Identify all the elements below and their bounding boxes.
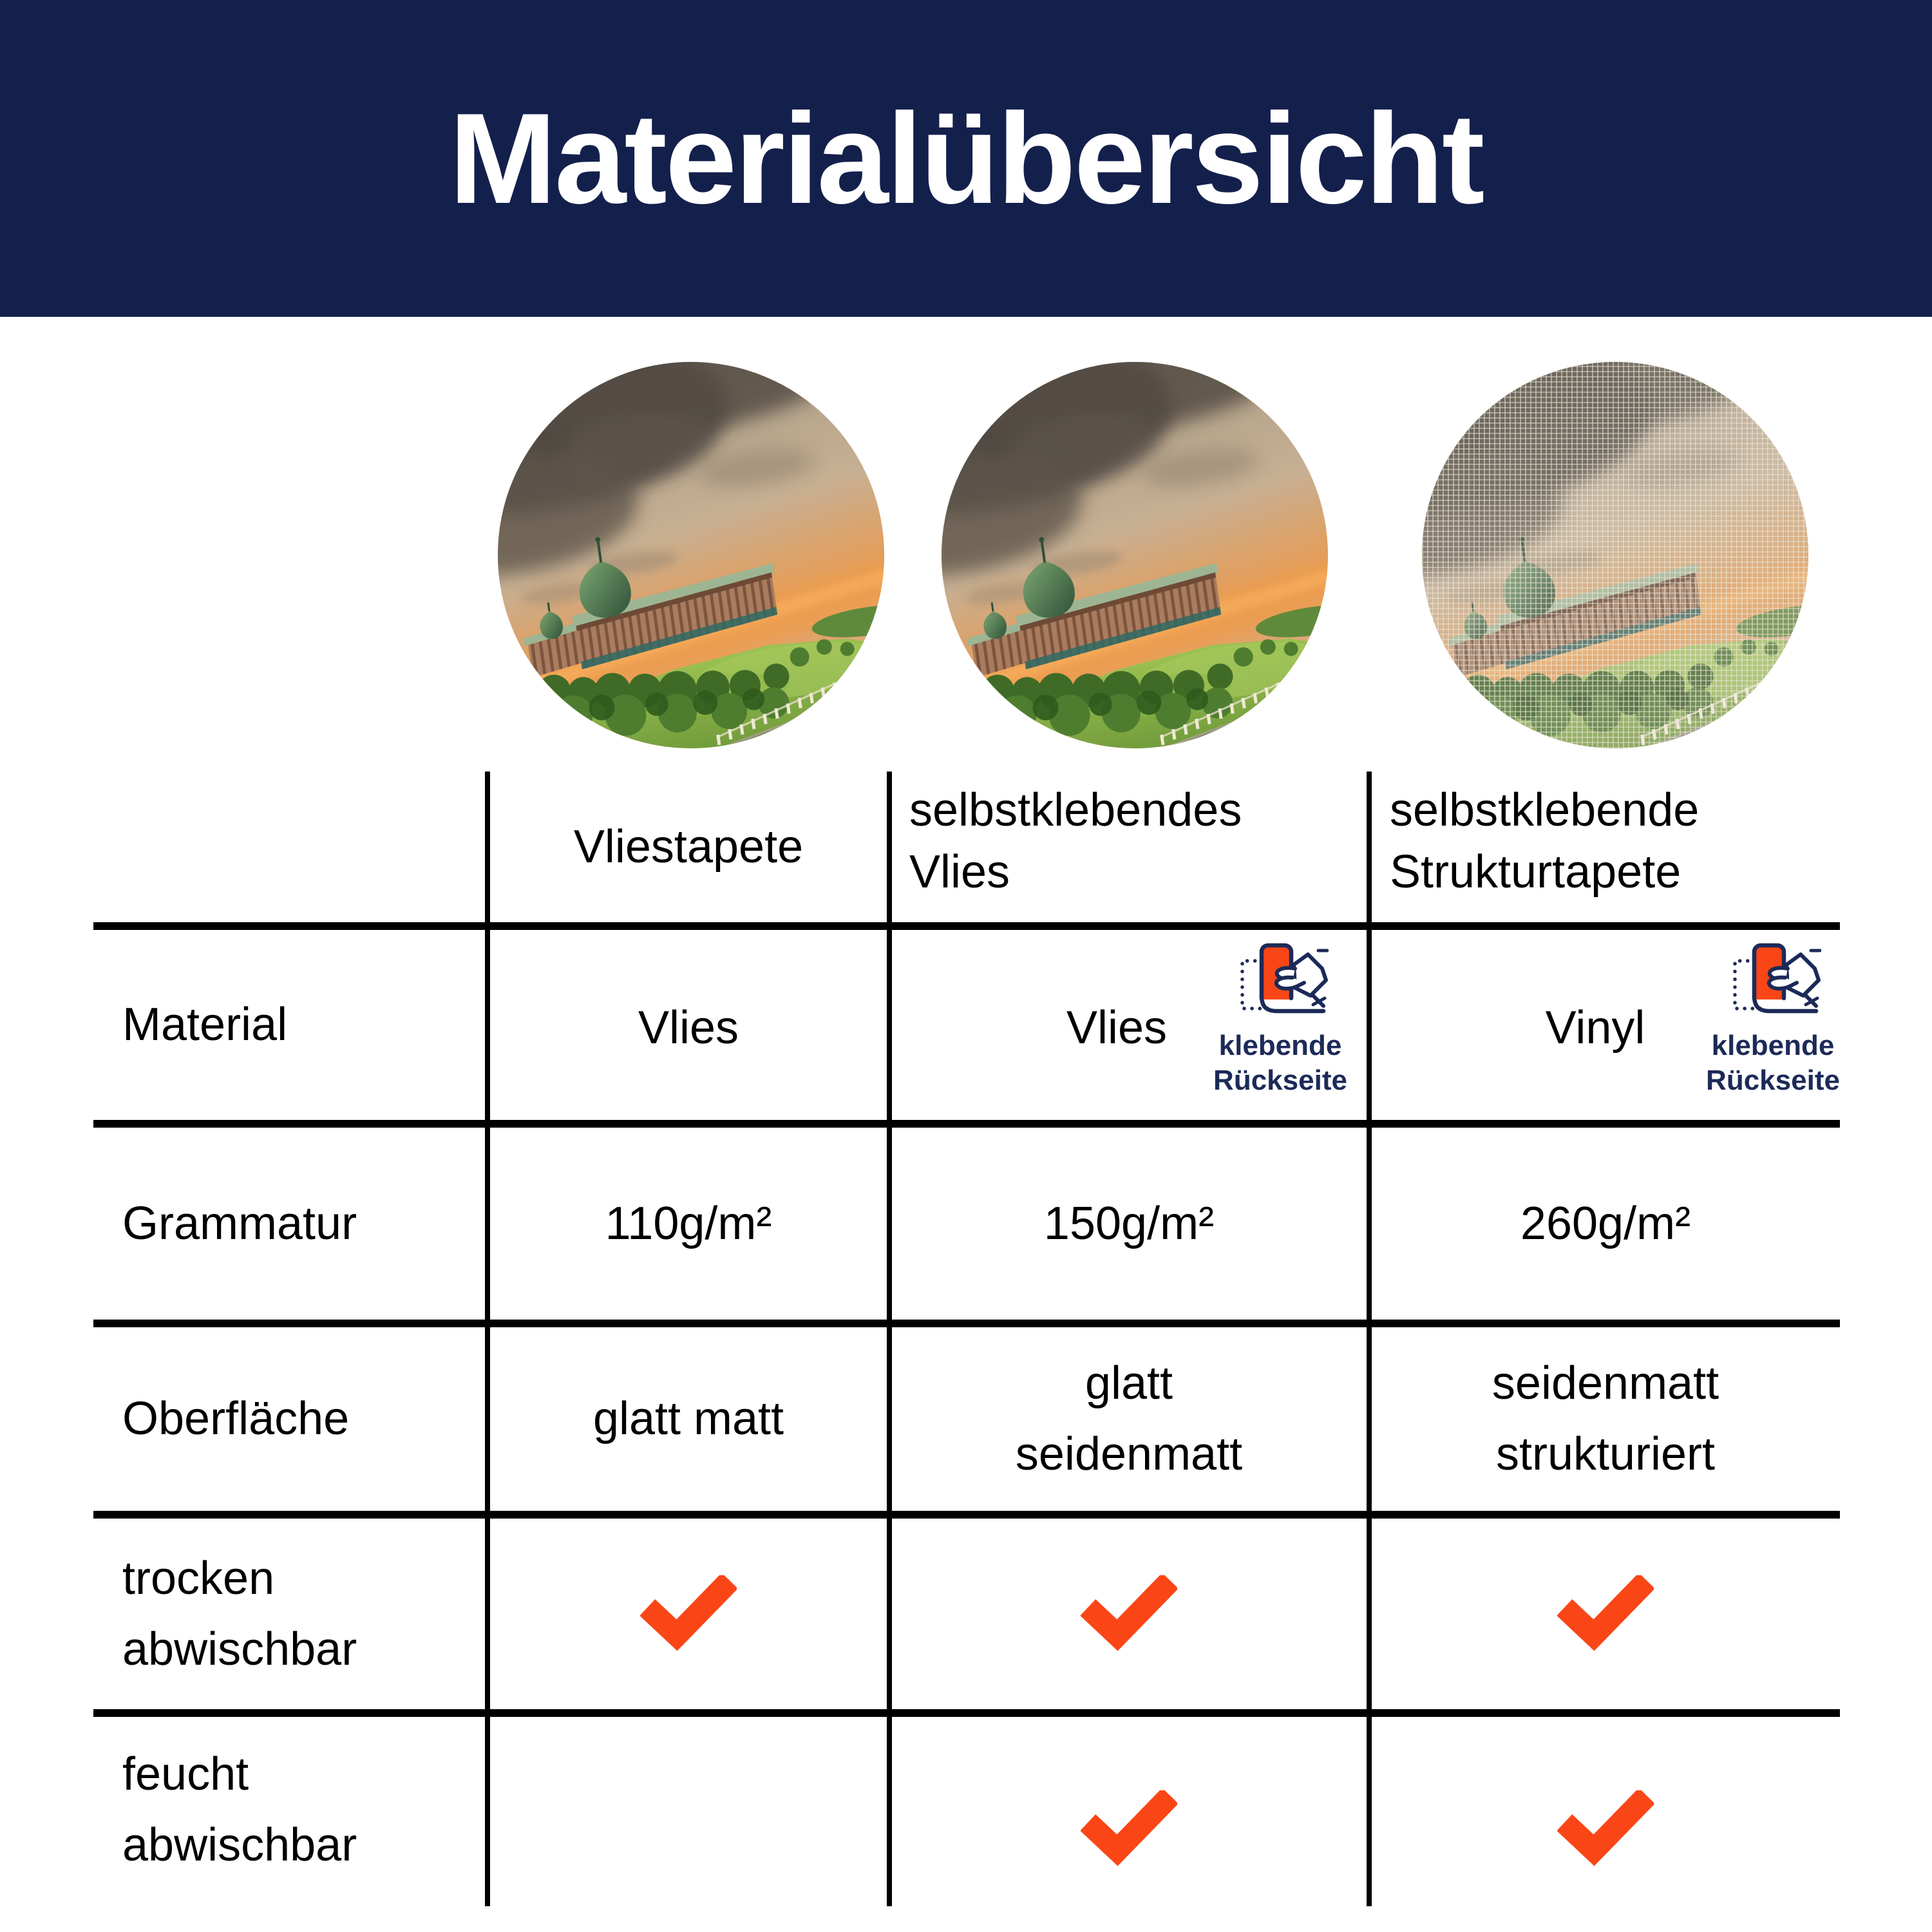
row-label-trocken-line1: trocken [122,1553,275,1604]
cell-oberflaeche-col2-line1: glatt [1084,1358,1173,1409]
row-label-feucht-line2: abwischbar [122,1819,357,1871]
grid-hline-5 [93,1709,1840,1717]
cell-oberflaeche-col2-line2: seidenmatt [1015,1428,1243,1480]
row-label-oberflaeche: Oberfläche [122,1393,350,1444]
cell-material-col2: Vlies [1066,1002,1168,1054]
adhesive-backing-icon [1725,942,1821,1020]
cell-grammatur-col1: 110g/m² [605,1198,772,1249]
grid-hline-3 [93,1320,1840,1327]
col-header-strukturtapete-line2: Strukturtapete [1390,846,1681,898]
cell-grammatur-col2: 150g/m² [1043,1198,1215,1249]
adhesive-badge-label-line2: Rückseite [1706,1065,1840,1096]
check-icon [1557,1575,1654,1653]
cell-oberflaeche-col3-line1: seidenmatt [1492,1358,1719,1409]
grid-hline-2 [93,1120,1840,1128]
adhesive-badge-label-line1: klebende [1218,1030,1342,1061]
check-icon [1081,1575,1177,1653]
cell-oberflaeche-col3-line2: strukturiert [1495,1428,1716,1480]
col-header-selbstklebendes-vlies-line1: selbstklebendes [909,784,1242,836]
grid-hline-1 [93,922,1840,930]
check-icon [640,1575,737,1653]
preview-photo-vliestapete [498,362,884,748]
grid-vline-1 [485,772,490,1906]
row-label-grammatur: Grammatur [122,1198,357,1249]
preview-photo-strukturtapete [1422,362,1808,748]
check-icon [1557,1790,1654,1868]
grid-vline-3 [1367,772,1372,1906]
row-label-material: Material [122,999,288,1050]
mosque-riverside-photo [498,362,884,748]
adhesive-backing-icon [1232,942,1329,1020]
cell-oberflaeche-col1: glatt matt [592,1393,784,1444]
grid-hline-4 [93,1511,1840,1519]
cell-material-col1: Vlies [638,1002,739,1054]
page-title: Materialübersicht [449,87,1483,231]
cell-material-col3: Vinyl [1545,1002,1645,1054]
cell-grammatur-col3: 260g/m² [1520,1198,1691,1249]
col-header-selbstklebendes-vlies-line2: Vlies [909,846,1010,898]
row-label-trocken-line2: abwischbar [122,1624,357,1675]
check-icon [1081,1790,1177,1868]
mosque-riverside-photo-textured [1422,362,1808,748]
col-header-vliestapete: Vliestapete [573,821,804,873]
grid-vline-2 [887,772,892,1906]
mosque-riverside-photo [942,362,1328,748]
col-header-strukturtapete-line1: selbstklebende [1390,784,1700,836]
adhesive-badge-label-line1: klebende [1711,1030,1835,1061]
preview-photo-selbstklebendes-vlies [942,362,1328,748]
row-label-feucht-line1: feucht [122,1748,249,1800]
adhesive-badge-label-line2: Rückseite [1213,1065,1347,1096]
